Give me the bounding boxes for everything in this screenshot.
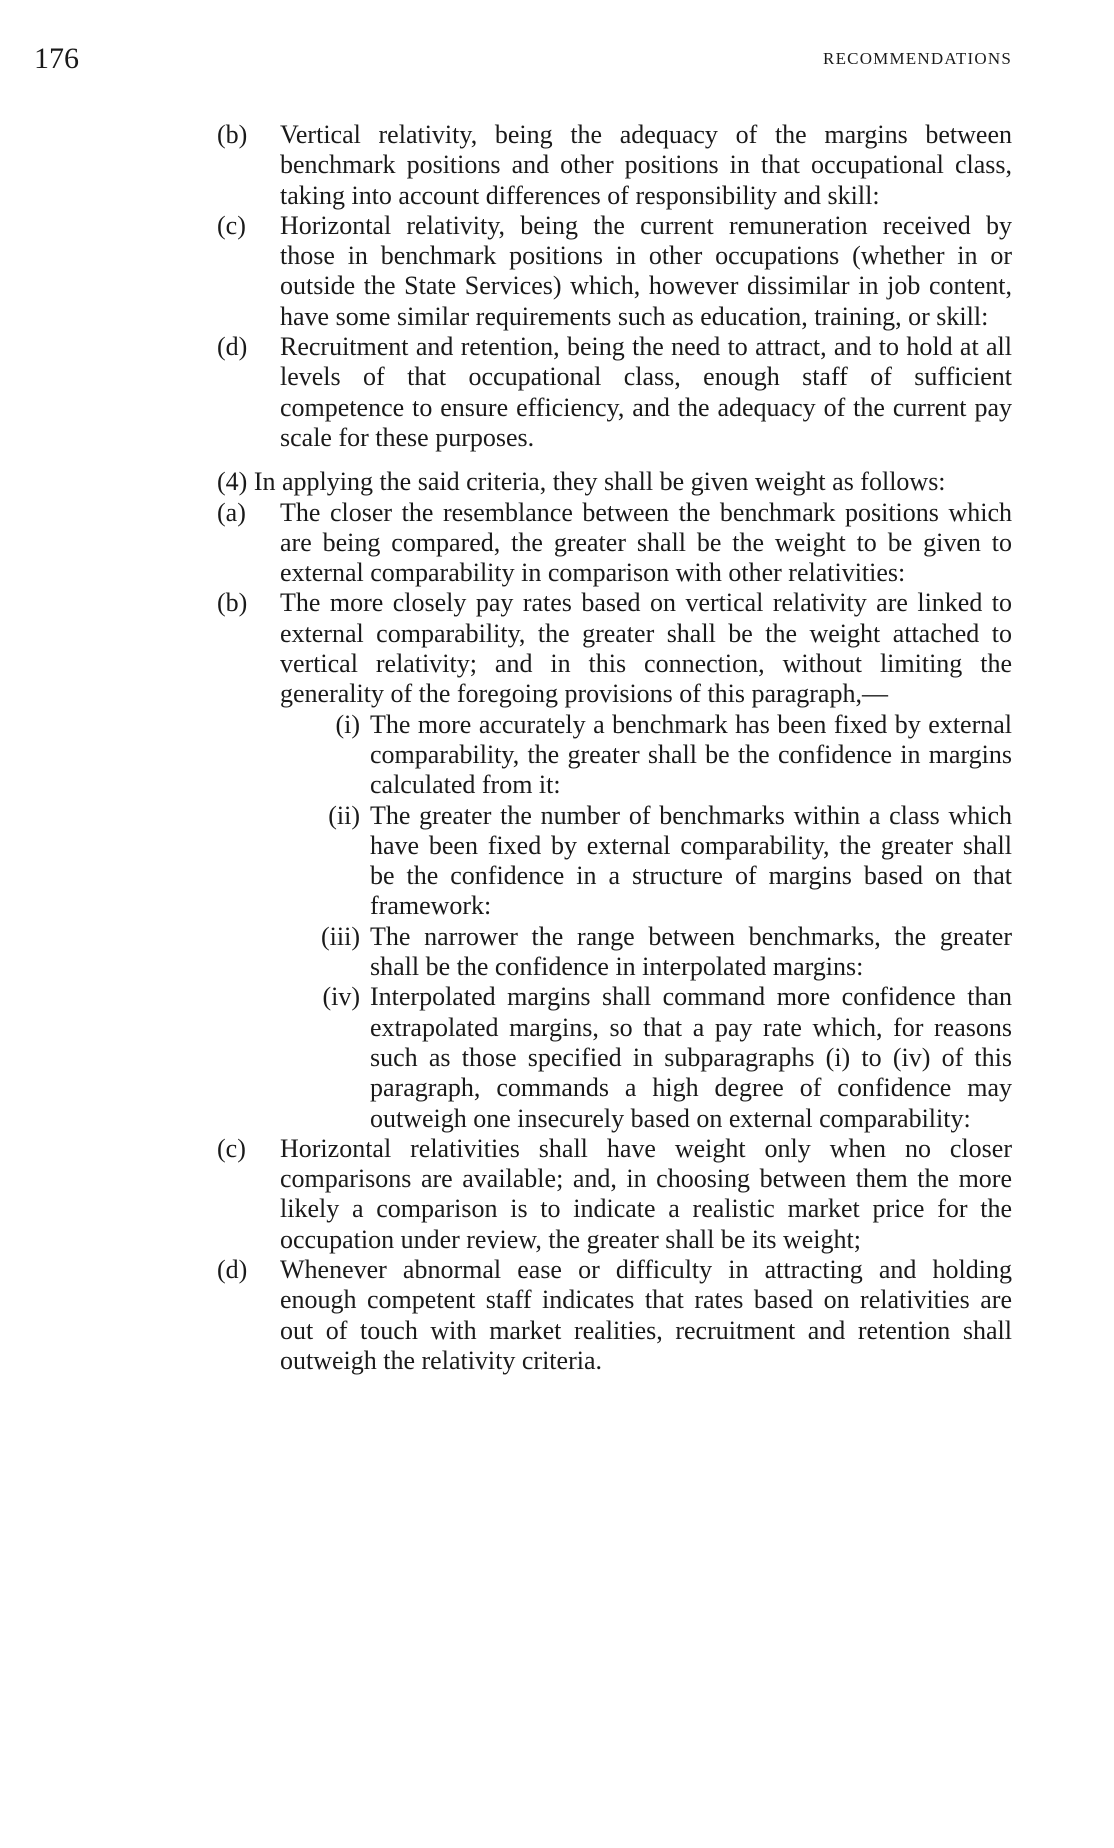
subitem-label: (iv) (322, 982, 360, 1012)
weight-b (185, 588, 1012, 709)
criterion-c-horizontal-relativity (185, 211, 1012, 332)
item-text: Recruitment and retention, being the need to attract, and to hold at all levels of that occupational class, enough staff of sufficient competence to ensure efficiency, and the adequacy of the current pay scale for these purposes. (280, 332, 1012, 452)
running-head: RECOMMENDATIONS (823, 49, 1012, 68)
subitem-text: Interpolated margins shall command more confidence than extrapolated margins, so that a pay rate which, for reasons such as those specified in subparagraphs (i) to (iv) of this paragraph, commands a high degree of confidence may outweigh one insecurely based on external comparability: (370, 982, 1012, 1133)
criterion-d-recruitment-retention (185, 332, 1012, 453)
subitem-ii (185, 801, 1012, 922)
item-label: (b) (217, 120, 248, 149)
subitem-text: The more accurately a benchmark has been fixed by external comparability, the greater shall be the confidence in margins calculated from it: (370, 709, 1012, 800)
item-text: The more closely pay rates based on vertical relativity are linked to external comparability, the greater shall be the weight attached to vertical relativity; and in this connection, without limiting the generality of the foregoing provisions of this paragraph,— (280, 588, 1012, 709)
paragraph-4: (4) In applying the said criteria, they shall be given weight as follows: (217, 467, 946, 497)
weight-c (185, 1134, 1012, 1255)
item-label: (c) (217, 1133, 246, 1163)
item-label: (d) (217, 1254, 248, 1284)
subitem-text: The narrower the range between benchmarks, the greater shall be the confidence in interpolated margins: (370, 921, 1012, 982)
weight-a (185, 498, 1012, 589)
subitem-label: (iii) (321, 921, 360, 951)
item-text: Horizontal relativity, being the current remuneration received by those in benchmark positions in other occupations (whether in or outside the State Services) which, however dissimilar in job content, have some similar requirements such as education, training, or skill: (280, 210, 1012, 331)
item-label: (d) (217, 332, 248, 362)
subitem-i (185, 710, 1012, 801)
page-number: 176 (34, 42, 79, 75)
item-text: The closer the resemblance between the benchmark positions which are being compared, the greater shall be the weight to be given to external comparability in comparison with other relativities: (280, 497, 1012, 588)
item-label: (a) (217, 497, 246, 527)
weight-d (185, 1255, 1012, 1376)
item-text: Horizontal relativities shall have weight only when no closer comparisons are available; and, in choosing between them the more likely a comparison is to indicate a realistic market price for the occupation under review, the greater shall be its weight; (280, 1133, 1012, 1254)
item-label: (c) (217, 210, 246, 240)
item-label: (b) (217, 588, 248, 618)
subitem-iii (185, 922, 1012, 983)
subitem-label: (ii) (328, 800, 360, 830)
page-body (185, 120, 1012, 1376)
subitem-label: (i) (335, 709, 360, 739)
item-text: Vertical relativity, being the adequacy of the margins between benchmark positions and other positions in that occupational class, taking into account differences of responsibility and skill: (280, 120, 1012, 210)
criterion-b-vertical-relativity (185, 120, 1012, 211)
subitem-iv (185, 982, 1012, 1133)
item-text: Whenever abnormal ease or difficulty in attracting and holding enough competent staff indicates that rates based on relativities are out of touch with market realities, recruitment and retention shall outweigh the relativity criteria. (280, 1254, 1012, 1375)
subitem-text: The greater the number of benchmarks within a class which have been fixed by external comparability, the greater shall be the confidence in a structure of margins based on that framework: (370, 800, 1012, 921)
